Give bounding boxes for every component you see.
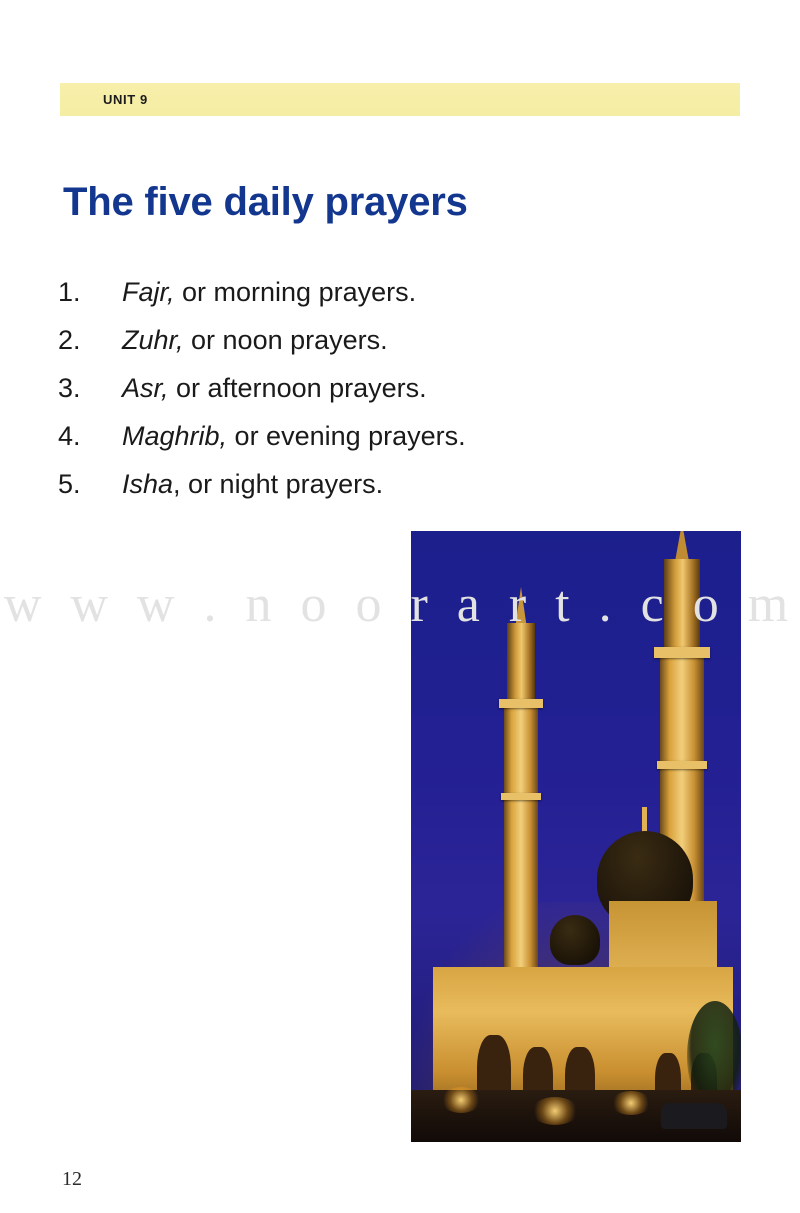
unit-label: UNIT 9 [103,92,148,107]
minaret-balcony [501,793,541,800]
list-item-text [122,469,383,500]
prayer-description: or morning prayers. [174,277,417,307]
list-item-number: 4. [58,421,81,451]
secondary-dome [550,915,600,965]
list-item [58,325,698,373]
prayer-description: or noon prayers. [183,325,388,355]
floodlight-glow [531,1097,579,1125]
prayer-name: Fajr, [122,277,175,307]
mosque-at-night-photo [411,531,741,1142]
parked-car [661,1103,727,1129]
prayer-list [58,277,698,517]
prayer-name: Maghrib, [122,421,228,451]
prayer-name: Asr, [122,373,169,403]
minaret-upper-left [507,623,535,707]
prayer-name: Isha [122,469,174,499]
watermark: w w w . n o o r a r t . c o m [3,576,797,633]
floodlight-glow [441,1087,481,1113]
page-number: 12 [62,1168,82,1190]
floodlight-glow [611,1091,651,1115]
list-item-number: 2. [58,325,81,355]
prayer-name: Zuhr, [122,325,184,355]
list-item [58,373,698,421]
minaret-balcony [654,647,710,658]
list-item [58,421,698,469]
unit-banner [60,83,740,116]
prayer-description: or afternoon prayers. [168,373,427,403]
minaret-upper-right [664,559,700,655]
page-title: The five daily prayers [63,179,468,224]
list-item-text [122,325,388,356]
prayer-description: , or night prayers. [173,469,384,499]
minaret-balcony [657,761,707,769]
list-item-number: 1. [58,277,81,307]
list-item-text [122,373,427,404]
list-item-number: 5. [58,469,81,499]
list-item-text [122,277,416,308]
list-item-number: 3. [58,373,81,403]
minaret-balcony [499,699,543,708]
prayer-description: or evening prayers. [227,421,466,451]
list-item [58,277,698,325]
list-item [58,469,698,517]
list-item-text [122,421,466,452]
